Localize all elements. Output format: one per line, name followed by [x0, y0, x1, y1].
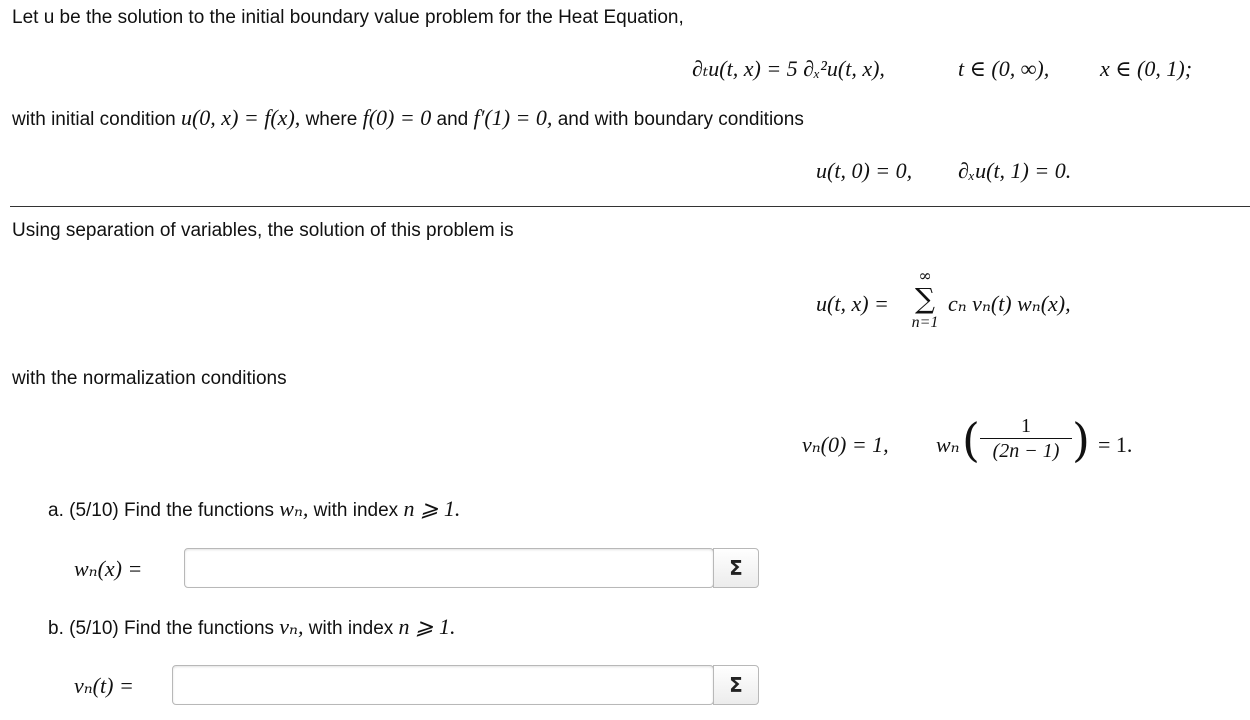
initial-condition-line	[12, 106, 804, 132]
part-b-var: vₙ,	[279, 614, 304, 639]
part-a-cond: n ⩾ 1.	[403, 496, 461, 521]
initial-condition: u(0, x) = f(x),	[180, 105, 301, 130]
normalization-line: with the normalization conditions	[12, 368, 287, 389]
fraction-numerator: 1	[980, 414, 1072, 439]
text-with-initial: with initial condition	[12, 109, 176, 130]
part-b-field-label: vₙ(t) =	[74, 673, 134, 698]
sigma-icon: Σ	[729, 556, 743, 580]
boundary-condition-2: ∂ₓu(t, 1) = 0.	[958, 158, 1072, 183]
divider	[10, 206, 1250, 207]
part-a-rest: with index	[313, 500, 399, 521]
summation	[908, 268, 942, 332]
part-a-field-label: wₙ(x) =	[74, 556, 143, 581]
text-and: and	[436, 109, 469, 130]
fraction	[980, 414, 1072, 463]
part-a-question	[48, 497, 460, 523]
heat-equation: ∂ₜu(t, x) = 5 ∂ₓ²u(t, x),	[692, 56, 885, 81]
normalization-v: vₙ(0) = 1,	[802, 432, 889, 457]
right-paren: )	[1072, 413, 1090, 467]
part-b-cond: n ⩾ 1.	[398, 614, 456, 639]
boundary-condition-1: u(t, 0) = 0,	[816, 158, 913, 183]
t-domain: t ∈ (0, ∞),	[958, 56, 1050, 81]
wn-equation-editor-button[interactable]	[713, 548, 759, 588]
sigma-icon: Σ	[729, 673, 743, 697]
solution-line: Using separation of variables, the solution of this problem is	[12, 220, 514, 241]
normalization-w: wₙ	[936, 432, 960, 457]
text-boundary: and with boundary conditions	[557, 109, 804, 130]
condition-f0: f(0) = 0	[362, 105, 432, 130]
vn-answer-input[interactable]	[172, 665, 714, 705]
solution-lhs: u(t, x) =	[816, 291, 889, 316]
part-a-label: a. (5/10) Find the functions	[48, 500, 275, 521]
solution-rhs: cₙ vₙ(t) wₙ(x),	[948, 291, 1071, 316]
intro-line: Let u be the solution to the initial boundary value problem for the Heat Equation,	[12, 7, 684, 28]
sum-upper: ∞	[918, 266, 932, 285]
part-a-var: wₙ,	[279, 496, 309, 521]
sum-symbol: ∑	[915, 282, 935, 315]
part-b-rest: with index	[308, 618, 394, 639]
vn-equation-editor-button[interactable]	[713, 665, 759, 705]
sum-lower: n=1	[911, 314, 939, 331]
normalization-eq: = 1.	[1098, 432, 1133, 457]
condition-fprime1: f′(1) = 0,	[473, 105, 553, 130]
left-paren: (	[962, 413, 980, 467]
fraction-denominator: (2n − 1)	[992, 440, 1060, 462]
wn-answer-input[interactable]	[184, 548, 714, 588]
x-domain: x ∈ (0, 1);	[1100, 56, 1193, 81]
text-where: where	[305, 109, 358, 130]
part-b-question	[48, 615, 455, 641]
part-b-label: b. (5/10) Find the functions	[48, 618, 275, 639]
